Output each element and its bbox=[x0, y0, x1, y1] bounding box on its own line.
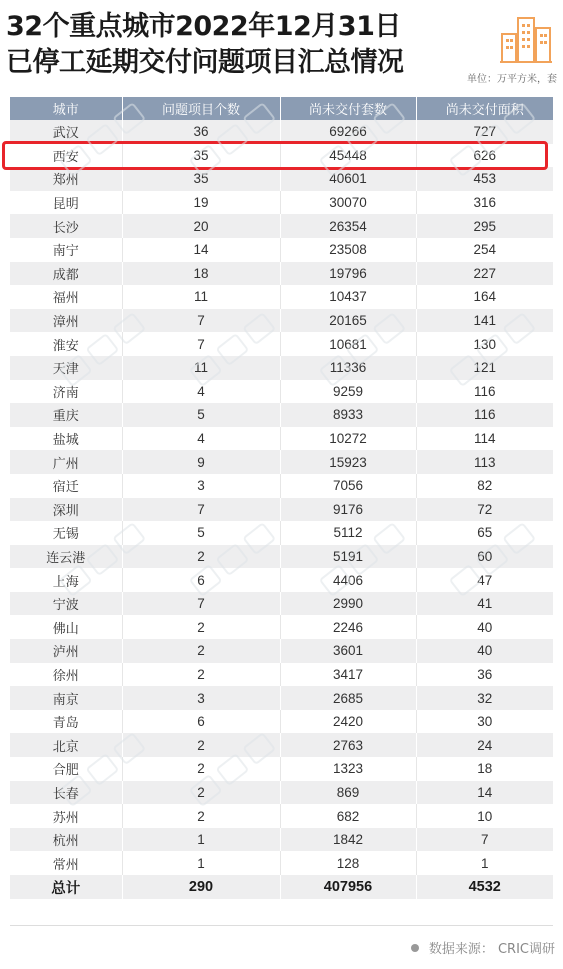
unit-note: 单位：万平方米，套 bbox=[467, 74, 557, 85]
project-count-cell: 1 bbox=[122, 828, 280, 852]
project-count-cell: 14 bbox=[122, 238, 280, 262]
project-count-cell: 11 bbox=[122, 356, 280, 380]
building-icon bbox=[500, 14, 552, 64]
undelivered-units-cell: 2763 bbox=[280, 733, 416, 757]
project-count-cell: 11 bbox=[122, 285, 280, 309]
city-cell: 盐城 bbox=[52, 433, 79, 449]
undelivered-units-cell: 15923 bbox=[280, 450, 416, 474]
project-count-cell: 7 bbox=[122, 498, 280, 522]
table-header-row bbox=[10, 97, 553, 120]
project-count-cell: 6 bbox=[122, 710, 280, 734]
footer-divider bbox=[10, 925, 553, 926]
data-table-wrapper bbox=[10, 97, 553, 899]
undelivered-units-cell: 10681 bbox=[280, 332, 416, 356]
undelivered-area-cell: 7 bbox=[416, 828, 553, 852]
city-cell: 连云港 bbox=[46, 550, 86, 566]
project-count-cell: 36 bbox=[122, 120, 280, 144]
undelivered-area-cell: 24 bbox=[416, 733, 553, 757]
undelivered-area-cell: 82 bbox=[416, 474, 553, 498]
city-cell: 佛山 bbox=[52, 621, 79, 637]
project-count-cell: 2 bbox=[122, 615, 280, 639]
table-row bbox=[10, 568, 553, 592]
project-count-cell: 2 bbox=[122, 757, 280, 781]
bullet-dot-icon bbox=[411, 944, 419, 952]
undelivered-area-cell: 10 bbox=[416, 804, 553, 828]
table-row bbox=[10, 663, 553, 687]
undelivered-units-cell: 8933 bbox=[280, 403, 416, 427]
undelivered-units-cell: 1842 bbox=[280, 828, 416, 852]
city-cell: 广州 bbox=[52, 456, 79, 472]
undelivered-area-cell: 114 bbox=[416, 427, 553, 451]
undelivered-area-cell: 130 bbox=[416, 332, 553, 356]
source-note bbox=[411, 938, 555, 957]
table-row bbox=[10, 474, 553, 498]
table-row bbox=[10, 615, 553, 639]
project-count-cell: 35 bbox=[122, 144, 280, 168]
city-cell: 西安 bbox=[52, 149, 79, 165]
undelivered-area-cell: 254 bbox=[416, 238, 553, 262]
table-row bbox=[10, 356, 553, 380]
city-cell: 深圳 bbox=[52, 503, 79, 519]
undelivered-area-cell: 65 bbox=[416, 521, 553, 545]
table-row bbox=[10, 238, 553, 262]
project-count-cell: 2 bbox=[122, 733, 280, 757]
city-cell: 杭州 bbox=[52, 834, 79, 850]
undelivered-area-cell: 295 bbox=[416, 214, 553, 238]
project-count-cell: 2 bbox=[122, 781, 280, 805]
project-count-cell: 2 bbox=[122, 804, 280, 828]
undelivered-area-cell: 41 bbox=[416, 592, 553, 616]
total-label: 总计 bbox=[51, 880, 81, 897]
table-row bbox=[10, 804, 553, 828]
undelivered-units-cell: 20165 bbox=[280, 309, 416, 333]
city-cell: 合肥 bbox=[52, 763, 79, 779]
undelivered-area-cell: 72 bbox=[416, 498, 553, 522]
undelivered-units-cell: 11336 bbox=[280, 356, 416, 380]
undelivered-units-cell: 9259 bbox=[280, 380, 416, 404]
project-count-cell: 1 bbox=[122, 851, 280, 875]
undelivered-area-cell: 113 bbox=[416, 450, 553, 474]
project-count-cell: 7 bbox=[122, 592, 280, 616]
column-header: 尚未交付套数 bbox=[280, 97, 416, 120]
undelivered-area-cell: 32 bbox=[416, 686, 553, 710]
undelivered-area-cell: 1 bbox=[416, 851, 553, 875]
undelivered-units-cell: 69266 bbox=[280, 120, 416, 144]
undelivered-units-cell: 2685 bbox=[280, 686, 416, 710]
page-title-line1: 32个重点城市2022年12月31日 bbox=[6, 11, 401, 42]
undelivered-units-cell: 5191 bbox=[280, 545, 416, 569]
city-cell: 济南 bbox=[52, 385, 79, 401]
undelivered-units-cell: 682 bbox=[280, 804, 416, 828]
table-row bbox=[10, 332, 553, 356]
table-row bbox=[10, 498, 553, 522]
project-count-cell: 20 bbox=[122, 214, 280, 238]
undelivered-area-cell: 14 bbox=[416, 781, 553, 805]
city-cell: 昆明 bbox=[52, 197, 79, 213]
undelivered-area-cell: 121 bbox=[416, 356, 553, 380]
table-row bbox=[10, 781, 553, 805]
column-header: 问题项目个数 bbox=[122, 97, 280, 120]
undelivered-units-cell: 5112 bbox=[280, 521, 416, 545]
undelivered-area-cell: 116 bbox=[416, 380, 553, 404]
city-cell: 青岛 bbox=[52, 716, 79, 732]
header bbox=[0, 0, 563, 96]
city-cell: 成都 bbox=[52, 267, 79, 283]
project-count-cell: 19 bbox=[122, 191, 280, 215]
undelivered-units-cell: 30070 bbox=[280, 191, 416, 215]
undelivered-units-cell: 10272 bbox=[280, 427, 416, 451]
table-row bbox=[10, 592, 553, 616]
city-cell: 长春 bbox=[52, 786, 79, 802]
table-row bbox=[10, 214, 553, 238]
undelivered-units-cell: 10437 bbox=[280, 285, 416, 309]
city-cell: 南京 bbox=[52, 692, 79, 708]
highlight-box-xian bbox=[2, 141, 548, 170]
table-row bbox=[10, 521, 553, 545]
undelivered-units-cell: 4406 bbox=[280, 568, 416, 592]
undelivered-area-cell: 18 bbox=[416, 757, 553, 781]
project-count-cell: 9 bbox=[122, 450, 280, 474]
table-row bbox=[10, 262, 553, 286]
city-cell: 郑州 bbox=[52, 173, 79, 189]
page-title-line2: 已停工延期交付问题项目汇总情况 bbox=[6, 47, 404, 78]
undelivered-area-cell: 47 bbox=[416, 568, 553, 592]
undelivered-area-cell: 30 bbox=[416, 710, 553, 734]
undelivered-area-cell: 316 bbox=[416, 191, 553, 215]
table-row bbox=[10, 450, 553, 474]
project-count-cell: 2 bbox=[122, 639, 280, 663]
table-row bbox=[10, 757, 553, 781]
data-table bbox=[10, 97, 553, 899]
total-value: 290 bbox=[122, 875, 280, 899]
city-cell: 徐州 bbox=[52, 668, 79, 684]
city-cell: 漳州 bbox=[52, 315, 79, 331]
undelivered-area-cell: 626 bbox=[416, 144, 553, 168]
undelivered-units-cell: 2246 bbox=[280, 615, 416, 639]
city-cell: 苏州 bbox=[52, 810, 79, 826]
city-cell: 宁波 bbox=[52, 598, 79, 614]
undelivered-units-cell: 1323 bbox=[280, 757, 416, 781]
project-count-cell: 18 bbox=[122, 262, 280, 286]
undelivered-area-cell: 36 bbox=[416, 663, 553, 687]
undelivered-units-cell: 2990 bbox=[280, 592, 416, 616]
undelivered-units-cell: 9176 bbox=[280, 498, 416, 522]
project-count-cell: 3 bbox=[122, 474, 280, 498]
city-cell: 长沙 bbox=[52, 220, 79, 236]
undelivered-area-cell: 227 bbox=[416, 262, 553, 286]
city-cell: 武汉 bbox=[52, 126, 79, 142]
city-cell: 泸州 bbox=[52, 645, 79, 661]
undelivered-units-cell: 2420 bbox=[280, 710, 416, 734]
undelivered-area-cell: 40 bbox=[416, 615, 553, 639]
table-body bbox=[10, 120, 553, 899]
table-row bbox=[10, 309, 553, 333]
table-row bbox=[10, 285, 553, 309]
undelivered-area-cell: 60 bbox=[416, 545, 553, 569]
total-row bbox=[10, 875, 553, 899]
undelivered-units-cell: 19796 bbox=[280, 262, 416, 286]
undelivered-area-cell: 453 bbox=[416, 167, 553, 191]
undelivered-units-cell: 3601 bbox=[280, 639, 416, 663]
table-row bbox=[10, 167, 553, 191]
undelivered-units-cell: 23508 bbox=[280, 238, 416, 262]
project-count-cell: 7 bbox=[122, 309, 280, 333]
table-row bbox=[10, 639, 553, 663]
undelivered-units-cell: 45448 bbox=[280, 144, 416, 168]
city-cell: 淮安 bbox=[52, 338, 79, 354]
undelivered-area-cell: 116 bbox=[416, 403, 553, 427]
project-count-cell: 5 bbox=[122, 403, 280, 427]
undelivered-units-cell: 869 bbox=[280, 781, 416, 805]
project-count-cell: 2 bbox=[122, 545, 280, 569]
city-cell: 天津 bbox=[52, 362, 79, 378]
table-row bbox=[10, 191, 553, 215]
table-row bbox=[10, 427, 553, 451]
project-count-cell: 7 bbox=[122, 332, 280, 356]
table-row bbox=[10, 828, 553, 852]
undelivered-units-cell: 7056 bbox=[280, 474, 416, 498]
project-count-cell: 3 bbox=[122, 686, 280, 710]
project-count-cell: 2 bbox=[122, 663, 280, 687]
city-cell: 宿迁 bbox=[52, 480, 79, 496]
table-row bbox=[10, 710, 553, 734]
undelivered-units-cell: 26354 bbox=[280, 214, 416, 238]
undelivered-units-cell: 3417 bbox=[280, 663, 416, 687]
city-cell: 常州 bbox=[52, 857, 79, 873]
undelivered-area-cell: 141 bbox=[416, 309, 553, 333]
column-header: 城市 bbox=[52, 103, 79, 118]
project-count-cell: 35 bbox=[122, 167, 280, 191]
city-cell: 南宁 bbox=[52, 244, 79, 260]
table-row bbox=[10, 733, 553, 757]
city-cell: 北京 bbox=[52, 739, 79, 755]
undelivered-area-cell: 164 bbox=[416, 285, 553, 309]
undelivered-units-cell: 40601 bbox=[280, 167, 416, 191]
column-header: 尚未交付面积 bbox=[416, 97, 553, 120]
total-value: 4532 bbox=[416, 875, 553, 899]
table-row bbox=[10, 403, 553, 427]
project-count-cell: 6 bbox=[122, 568, 280, 592]
table-row bbox=[10, 545, 553, 569]
undelivered-area-cell: 40 bbox=[416, 639, 553, 663]
city-cell: 无锡 bbox=[52, 527, 79, 543]
table-row bbox=[10, 686, 553, 710]
project-count-cell: 4 bbox=[122, 427, 280, 451]
table-row bbox=[10, 380, 553, 404]
city-cell: 上海 bbox=[52, 574, 79, 590]
project-count-cell: 5 bbox=[122, 521, 280, 545]
table-row bbox=[10, 851, 553, 875]
undelivered-area-cell: 727 bbox=[416, 120, 553, 144]
project-count-cell: 4 bbox=[122, 380, 280, 404]
total-value: 407956 bbox=[280, 875, 416, 899]
source-text: 数据来源： CRIC调研 bbox=[428, 942, 555, 957]
city-cell: 福州 bbox=[52, 291, 79, 307]
city-cell: 重庆 bbox=[52, 409, 79, 425]
undelivered-units-cell: 128 bbox=[280, 851, 416, 875]
